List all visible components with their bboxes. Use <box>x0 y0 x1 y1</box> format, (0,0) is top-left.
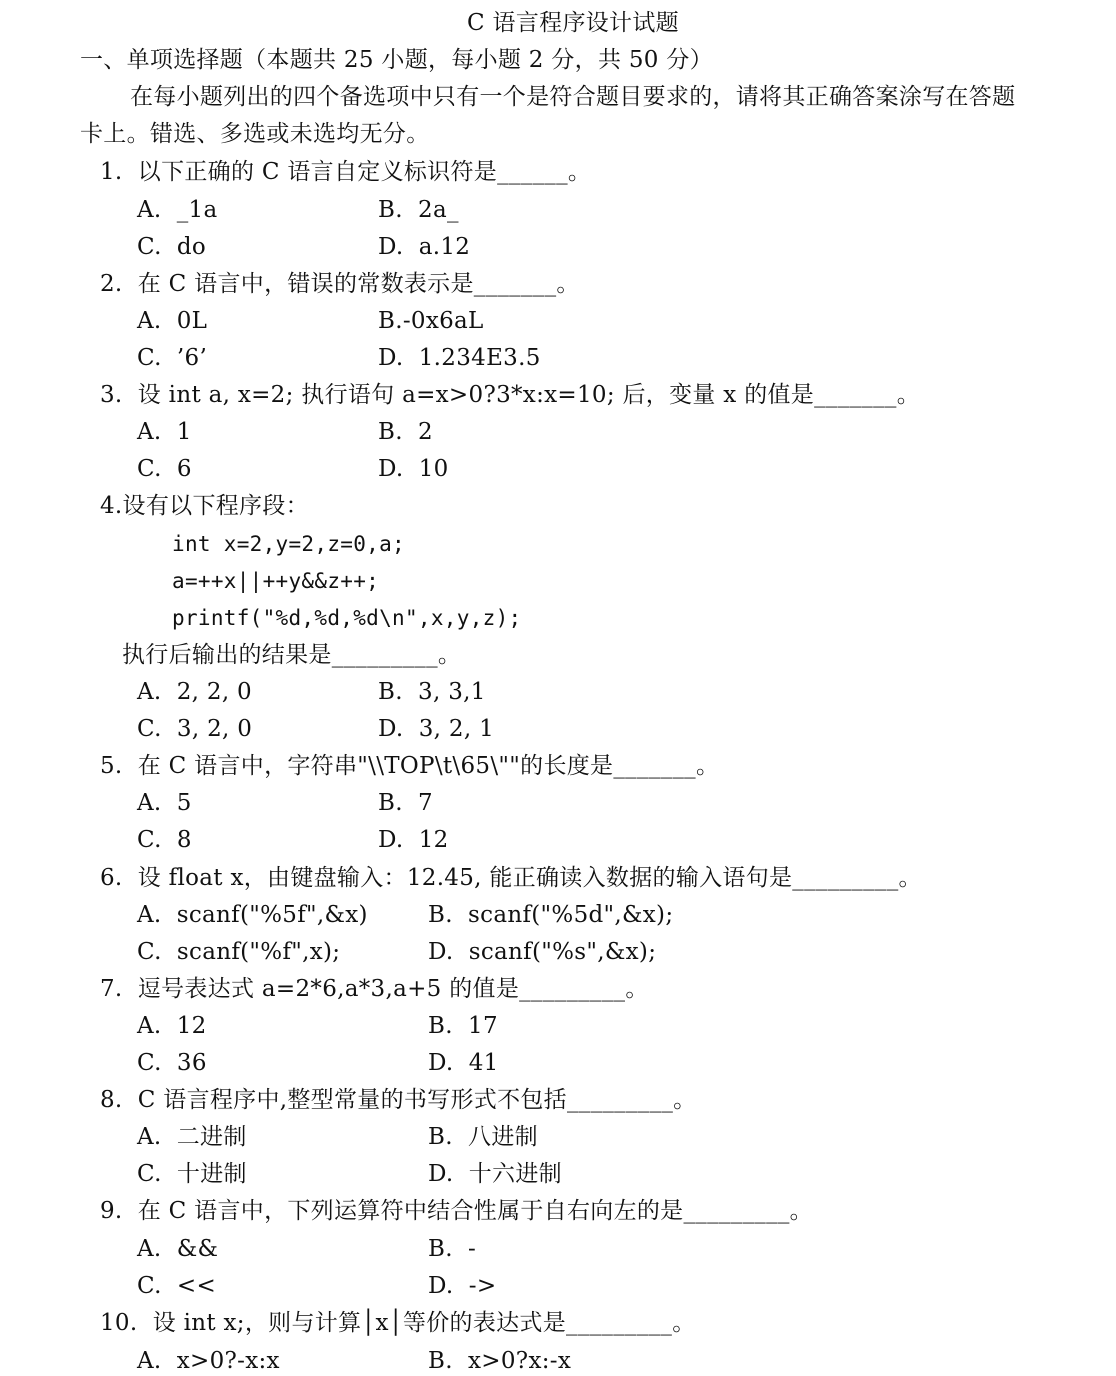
section-heading: 一、单项选择题（本题共 25 小题，每小题 2 分，共 50 分） <box>80 47 713 73</box>
question-4-option-c: C. 3, 2, 0 <box>137 716 253 742</box>
page-title: C 语言程序设计试题 <box>467 10 679 36</box>
question-4-exec-prompt: 执行后输出的结果是_________。 <box>122 642 462 668</box>
question-2-stem: 2. 在 C 语言中，错误的常数表示是_______。 <box>100 271 580 297</box>
question-2-option-b: B.-0x6aL <box>378 308 484 334</box>
question-5-option-b: B. 7 <box>378 790 433 816</box>
question-4-code-line-2: a=++x||++y&&z++; <box>172 569 380 593</box>
question-7-option-c: C. 36 <box>137 1050 207 1076</box>
question-5-stem: 5. 在 C 语言中，字符串"\\TOP\t\65\""的长度是_______。 <box>100 753 720 779</box>
question-9-option-d: D. -> <box>428 1273 497 1299</box>
question-10-stem: 10. 设 int x;，则与计算│x│等价的表达式是_________。 <box>100 1310 696 1336</box>
question-7-option-a: A. 12 <box>137 1013 207 1039</box>
question-3-stem: 3. 设 int a, x=2; 执行语句 a=x>0?3*x:x=10; 后，变量 x 的值是_______。 <box>100 382 920 408</box>
question-3-option-b: B. 2 <box>378 419 433 445</box>
instructions-line-1: 在每小题列出的四个备选项中只有一个是符合题目要求的，请将其正确答案涂写在答题 <box>130 84 1016 110</box>
question-3-option-d: D. 10 <box>378 456 449 482</box>
question-8-option-c: C. 十进制 <box>137 1161 247 1187</box>
question-4-stem: 4.设有以下程序段： <box>100 493 309 519</box>
question-5-option-c: C. 8 <box>137 827 192 853</box>
question-1-option-d: D. a.12 <box>378 234 471 260</box>
instructions-line-2: 卡上。错选、多选或未选均无分。 <box>80 121 430 147</box>
question-9-option-a: A. && <box>137 1236 219 1262</box>
question-1-stem: 1. 以下正确的 C 语言自定义标识符是______。 <box>100 159 592 185</box>
question-9-option-c: C. << <box>137 1273 217 1299</box>
question-10-option-b: B. x>0?x:-x <box>428 1348 572 1374</box>
question-4-code-line-1: int x=2,y=2,z=0,a; <box>172 532 405 556</box>
question-8-option-a: A. 二进制 <box>137 1124 247 1150</box>
question-7-option-b: B. 17 <box>428 1013 498 1039</box>
question-6-option-c: C. scanf("%f",x); <box>137 939 341 965</box>
question-8-stem: 8. C 语言程序中,整型常量的书写形式不包括_________。 <box>100 1087 697 1113</box>
question-1-option-b: B. 2a_ <box>378 197 459 223</box>
question-9-stem: 9. 在 C 语言中，下列运算符中结合性属于自右向左的是_________。 <box>100 1198 813 1224</box>
question-5-option-d: D. 12 <box>378 827 449 853</box>
question-3-option-c: C. 6 <box>137 456 192 482</box>
question-6-stem: 6. 设 float x，由键盘输入：12.45, 能正确读入数据的输入语句是_________。 <box>100 865 922 891</box>
question-2-option-c: C. ’6’ <box>137 345 208 371</box>
question-6-option-d: D. scanf("%s",&x); <box>428 939 657 965</box>
question-10-option-a: A. x>0?-x:x <box>137 1348 280 1374</box>
question-2-option-d: D. 1.234E3.5 <box>378 345 541 371</box>
question-6-option-b: B. scanf("%5d",&x); <box>428 902 674 928</box>
question-1-option-a: A. _1a <box>137 197 218 223</box>
question-4-option-b: B. 3, 3,1 <box>378 679 486 705</box>
question-5-option-a: A. 5 <box>137 790 192 816</box>
question-2-option-a: A. 0L <box>137 308 208 334</box>
question-4-option-d: D. 3, 2, 1 <box>378 716 494 742</box>
question-7-option-d: D. 41 <box>428 1050 499 1076</box>
question-9-option-b: B. - <box>428 1236 477 1262</box>
question-7-stem: 7. 逗号表达式 a=2*6,a*3,a+5 的值是_________。 <box>100 976 649 1002</box>
question-3-option-a: A. 1 <box>137 419 192 445</box>
question-1-option-c: C. do <box>137 234 207 260</box>
question-6-option-a: A. scanf("%5f",&x) <box>137 902 368 928</box>
question-4-option-a: A. 2, 2, 0 <box>137 679 252 705</box>
question-4-code-line-3: printf("%d,%d,%d\n",x,y,z); <box>172 606 522 630</box>
question-8-option-d: D. 十六进制 <box>428 1161 562 1187</box>
question-8-option-b: B. 八进制 <box>428 1124 538 1150</box>
